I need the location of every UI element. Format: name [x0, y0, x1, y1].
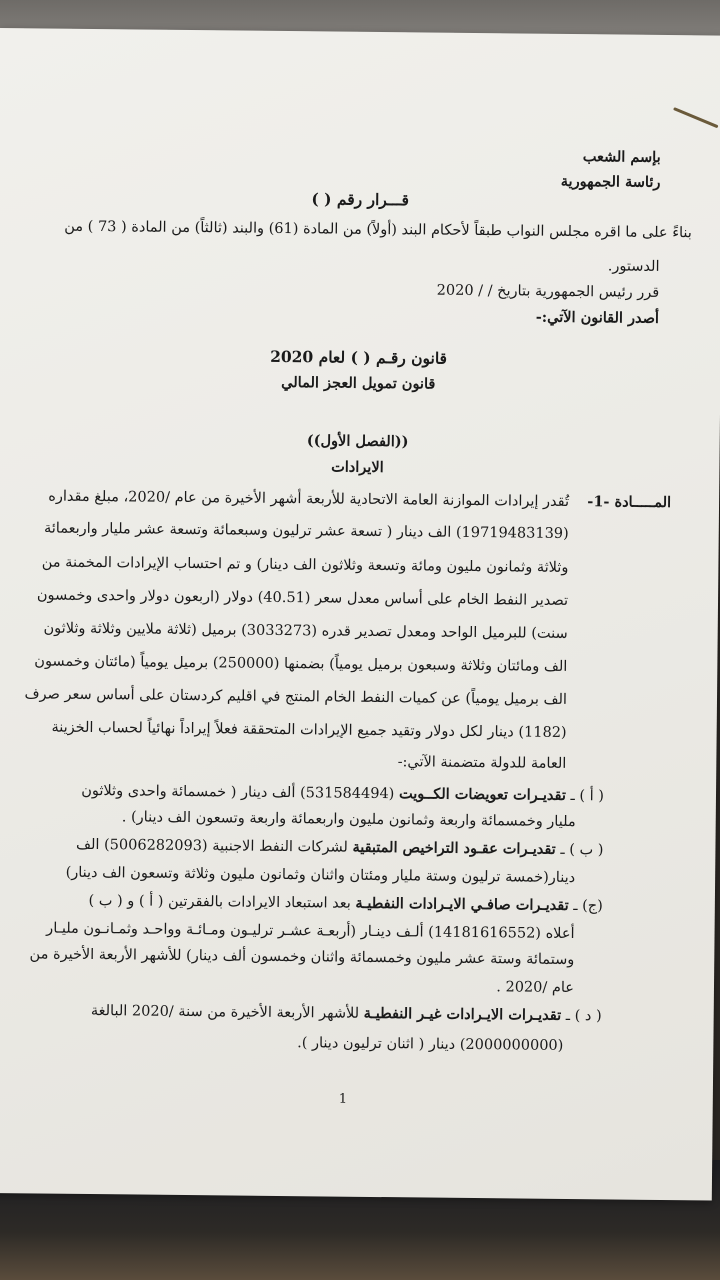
article-line: الف ومائتان وثلاثة وسبعون برميل يومياً) بضمنها (250000) برميل يومياً (مائتان وخمسون: [34, 653, 568, 675]
item-c-line-3: وستمائة وستة عشر مليون وخمسمائة واثنان وخمسون ألف دينار) للأشهر الأربعة الأخيرة من: [29, 946, 575, 969]
item-b-line-1: [76, 835, 604, 861]
header-line-people: بإسم الشعب: [582, 148, 661, 166]
item-a-line-1: [81, 781, 604, 806]
article-line: (19719483139) الف دينار ( تسعة عشر ترليون وسبعمائة وتسعة عشر مليار واربعمائة: [43, 520, 569, 542]
article-label: المـــــادة -1-: [587, 493, 672, 512]
item-text: بعد استبعاد الايرادات بالفقرتين ( أ ) و ( ب ): [88, 892, 351, 912]
article-line: العامة للدولة متضمنة الآتي:-: [397, 754, 567, 772]
item-heading: تقديـرات عقـود التراخيص المتبقية: [352, 838, 556, 858]
chapter-title: ((الفصل الأول)): [306, 432, 409, 451]
chapter-subtitle: الايرادات: [331, 458, 384, 477]
item-b-line-2: دينار(خمسة ترليون وستة مليار ومئتان واثنان وثمانون مليون وثلاثة وتسعون الف دينار): [65, 864, 576, 887]
preamble-issued-line: أصدر القانون الآتي:-: [535, 308, 660, 327]
article-line: تصدير النفط الخام على أساس معدل سعر (40.51) دولار (اربعون دولار واحدى وخمسون: [36, 587, 569, 609]
item-a-line-2: مليار وخمسمائة واربعة وثمانون مليون واربعمائة واربعة وتسعون الف دينار) .: [121, 809, 576, 831]
item-c-line-2: أعلاه (14181616552) ألـف دينـار (أربعـة عشـر ترليـون ومـائـة وواحـد وثمـانـون مليـار: [46, 920, 575, 943]
article-line: سنت) للبرميل الواحد ومعدل تصدير قدره (3033273) برميل (ثلاثة ملايين وثلاثة وثلاثون: [43, 620, 568, 642]
law-title: قانون تمويل العجز المالي: [281, 373, 436, 393]
item-c-line-1: [88, 891, 603, 916]
article-line: تُقدر إيرادات الموازنة العامة الاتحادية للأربعة أشهر الأخيرة من عام /2020، مبلغ مقداره: [48, 488, 570, 510]
preamble-line-1: بناءً على ما اقره مجلس النواب طبقاً لأحكام البند (أولاً) من المادة (61) والبند (ثالثاً) من المادة ( 73 ) من: [64, 218, 692, 242]
item-marker: (ج) ـ: [573, 898, 603, 915]
article-line: الف برميل يومياً) عن كميات النفط الخام المنتج في اقليم كردستان على أساس سعر صرف: [24, 686, 568, 708]
item-heading: تقديـرات صافـي الايـرادات النفطيـة: [355, 894, 569, 915]
item-heading: تقديـرات تعويضات الكــويت: [398, 785, 567, 804]
item-c-line-4: عام /2020 .: [496, 979, 575, 997]
law-number: قانون رقـم ( ) لعام 2020: [270, 346, 448, 368]
item-text: للأشهر الأربعة الأخيرة من سنة /2020 البالغة: [90, 1003, 360, 1022]
article-line: وثلاثة وثمانون مليون ومائة وتسعة وثلاثون الف دينار) و تم احتساب الإيرادات المخمنة من: [41, 554, 569, 576]
item-d-line-1: [91, 1001, 602, 1026]
item-marker: ( د ) ـ: [565, 1007, 602, 1025]
item-marker: ( ب ) ـ: [560, 841, 604, 859]
item-text: لشركات النفط الاجنبية (5006282093) الف: [75, 836, 348, 856]
page-number: 1: [338, 1091, 348, 1107]
item-text: (531584494) ألف دينار ( خمسمائة واحدى وثلاثون: [81, 782, 395, 803]
article-line: (1182) دينار لكل دولار وتقيد جميع الإيرادات المتحققة فعلاً إيراداً نهائياً لحساب الخزينة: [51, 719, 567, 741]
preamble-date-line: قرر رئيس الجمهورية بتاريخ / / 2020: [436, 282, 660, 301]
item-d-line-2: (2000000000) دينار ( اثنان ترليون دينار ).: [297, 1035, 564, 1054]
item-heading: تقديـرات الايـرادات غيـر النفطيـة: [363, 1004, 562, 1024]
decision-title: قـــرار رقم ( ): [311, 189, 410, 210]
document-page: [0, 28, 720, 1201]
pen-mark: [673, 107, 718, 128]
item-marker: ( أ ) ـ: [570, 788, 605, 805]
preamble-line-2: الدستور.: [607, 258, 660, 275]
header-line-presidency: رئاسة الجمهورية: [560, 172, 661, 191]
